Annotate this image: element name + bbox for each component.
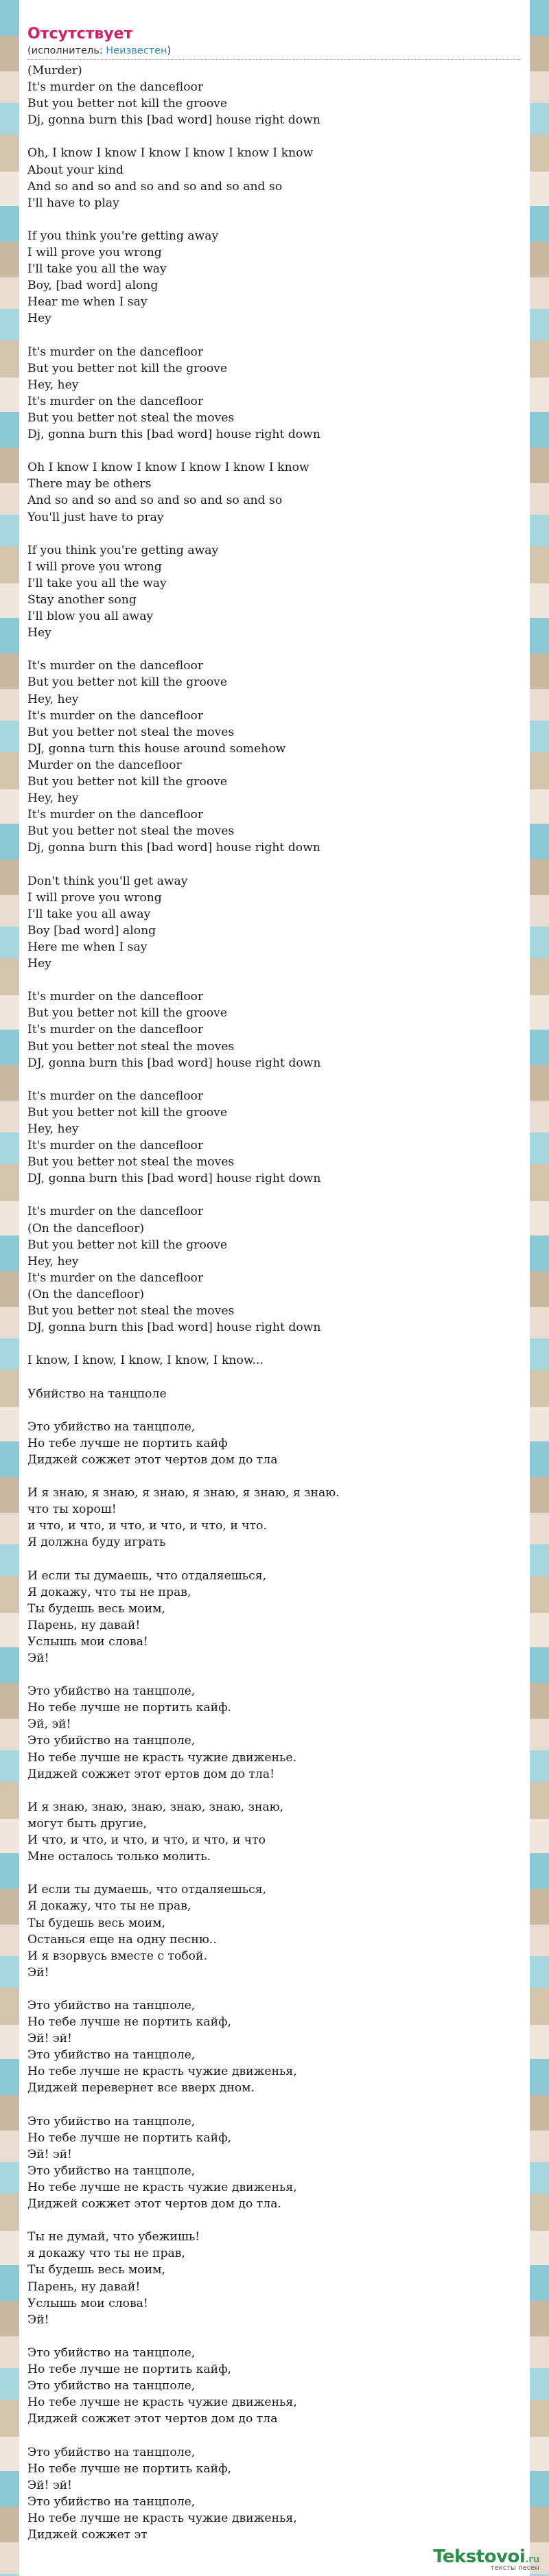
lyrics-line: Это убийство на танцполе, xyxy=(27,2379,196,2393)
lyrics-line: I know, I know, I know, I know, I know... xyxy=(27,1354,264,1368)
artist-link[interactable]: Неизвестен xyxy=(106,45,167,56)
lyrics-line: DJ, gonna burn this [bad word] house right down xyxy=(27,1056,321,1070)
lyrics-line: Эй! эй! xyxy=(27,2032,72,2046)
lyrics-line: И я знаю, знаю, знаю, знаю, знаю, знаю, xyxy=(27,1800,284,1814)
lyrics-line: I'll blow you all away xyxy=(27,610,154,624)
lyrics-line: Это убийство на танцполе, xyxy=(27,2345,196,2360)
lyrics-stanza xyxy=(27,2444,522,2544)
lyrics-line: Dj, gonna burn this [bad word] house right down xyxy=(27,841,320,855)
lyrics-line: могут быть другие, xyxy=(27,1816,147,1831)
lyrics-stanza xyxy=(27,2345,522,2427)
lyrics-line: Hey, hey xyxy=(27,692,79,706)
lyrics-line: DJ, gonna turn this house around somehow xyxy=(27,741,286,756)
lyrics-line: Эй! эй! xyxy=(27,2147,72,2161)
lyrics-body xyxy=(27,62,522,2543)
lyrics-line: I'll have to play xyxy=(27,196,119,210)
lyrics-line: It's murder on the dancefloor xyxy=(27,659,204,673)
lyrics-line: (On the dancefloor) xyxy=(27,1221,145,1235)
lyrics-line: Диджей сожжет этот чертов дом до тла xyxy=(27,2412,278,2426)
lyrics-line: Это убийство на танцполе, xyxy=(27,2494,196,2509)
lyrics-line: I will prove you wrong xyxy=(27,246,162,260)
lyrics-line: It's murder on the dancefloor xyxy=(27,1270,204,1285)
lyrics-line: Это убийство на танцполе, xyxy=(27,1684,196,1699)
lyrics-line: Эй! xyxy=(27,1651,49,1665)
lyrics-line: Услышь мои слова! xyxy=(27,1634,148,1649)
lyrics-line: Эй! xyxy=(27,1965,49,1980)
lyrics-line: But you better not kill the groove xyxy=(27,675,228,690)
lyrics-stanza xyxy=(27,1881,522,1981)
lyrics-line: But you better not kill the groove xyxy=(27,1006,228,1021)
lyrics-line: If you think you're getting away xyxy=(27,229,219,243)
lyrics-line: You'll just have to pray xyxy=(27,510,164,524)
lyrics-line: But you better not kill the groove xyxy=(27,97,228,111)
lyrics-line: It's murder on the dancefloor xyxy=(27,808,204,822)
lyrics-card xyxy=(19,0,530,2576)
lyrics-line: I will prove you wrong xyxy=(27,890,162,905)
lyrics-line: I'll take you all the way xyxy=(27,262,167,277)
lyrics-line: Диджей перевернет все вверх дном. xyxy=(27,2081,255,2096)
lyrics-line: It's murder on the dancefloor xyxy=(27,708,204,723)
lyrics-line: Hear me when I say xyxy=(27,295,148,310)
lyrics-line: Oh I know I know I know I know I know I know xyxy=(27,461,309,475)
lyrics-line: Но тебе лучше не красть чужие движенья, xyxy=(27,2395,297,2410)
lyrics-line: Я докажу, что ты не прав, xyxy=(27,1585,191,1599)
lyrics-line: I will prove you wrong xyxy=(27,559,162,574)
lyrics-line: И я взорвусь вместе с тобой. xyxy=(27,1949,207,1963)
lyrics-line: Эй! xyxy=(27,2312,49,2327)
lyrics-line: Ты будешь весь моим, xyxy=(27,1601,165,1616)
lyrics-line: Эй! эй! xyxy=(27,2478,72,2492)
lyrics-stanza xyxy=(27,1203,522,1336)
lyrics-line: Hey xyxy=(27,957,51,971)
lyrics-line: я докажу что ты не прав, xyxy=(27,2247,185,2261)
lyrics-line: Murder on the dancefloor xyxy=(27,758,182,772)
lyrics-stanza xyxy=(27,658,522,856)
lyrics-line: There may be others xyxy=(27,477,152,491)
lyrics-line: Я должна буду играть xyxy=(27,1535,166,1550)
lyrics-line: Мне осталось только молить. xyxy=(27,1850,211,1864)
lyrics-line: Но тебе лучше не портить кайф, xyxy=(27,2363,232,2377)
lyrics-line: It's murder on the dancefloor xyxy=(27,345,204,359)
lyrics-line: But you better not kill the groove xyxy=(27,1238,228,1252)
lyrics-line: Dj, gonna burn this [bad word] house right down xyxy=(27,113,320,128)
lyrics-stanza xyxy=(27,542,522,642)
lyrics-line: But you better not steal the moves xyxy=(27,824,235,839)
lyrics-line: Hey xyxy=(27,626,51,640)
lyrics-line: Boy [bad word] along xyxy=(27,923,156,938)
lyrics-line: Убийство на танцполе xyxy=(27,1386,167,1401)
lyrics-line: И если ты думаешь, что отдаляешься, xyxy=(27,1883,267,1897)
lyrics-line: Hey, hey xyxy=(27,791,79,806)
lyrics-line: It's murder on the dancefloor xyxy=(27,1089,204,1103)
lyrics-stanza xyxy=(27,988,522,1071)
lyrics-line: Stay another song xyxy=(27,593,137,607)
lyrics-line: Это убийство на танцполе, xyxy=(27,2048,196,2063)
lyrics-line: Останься еще на одну песню.. xyxy=(27,1932,217,1947)
lyrics-line: что ты хорош! xyxy=(27,1502,117,1517)
lyrics-line: It's murder on the dancefloor xyxy=(27,394,204,408)
lyrics-stanza xyxy=(27,344,522,443)
lyrics-line: It's murder on the dancefloor xyxy=(27,1023,204,1037)
site-logo[interactable] xyxy=(433,2546,539,2572)
lyrics-line: Но тебе лучше не портить кайф. xyxy=(27,1701,232,1715)
lyrics-line: DJ, gonna burn this [bad word] house right down xyxy=(27,1321,321,1335)
lyrics-line: Dj, gonna burn this [bad word] house right down xyxy=(27,428,320,442)
lyrics-line: But you better not kill the groove xyxy=(27,361,228,375)
lyrics-line: И если ты думаешь, что отдаляешься, xyxy=(27,1568,267,1583)
lyrics-stanza xyxy=(27,1419,522,1468)
lyrics-stanza xyxy=(27,1352,522,1369)
lyrics-line: And so and so and so and so and so and so xyxy=(27,494,283,508)
lyrics-line: Но тебе лучше не красть чужие движенья, xyxy=(27,2511,297,2525)
lyrics-line: But you better not steal the moves xyxy=(27,1039,235,1054)
lyrics-line: Это убийство на танцполе, xyxy=(27,2114,196,2128)
lyrics-line: About your kind xyxy=(27,163,124,177)
lyrics-line: Boy, [bad word] along xyxy=(27,279,159,293)
lyrics-line: But you better not steal the moves xyxy=(27,1155,235,1170)
lyrics-stanza xyxy=(27,1568,522,1667)
lyrics-stanza xyxy=(27,62,522,128)
lyrics-line: Это убийство на танцполе, xyxy=(27,1734,196,1748)
lyrics-line: Но тебе лучше не красть чужие движенья, xyxy=(27,2181,297,2194)
lyrics-stanza xyxy=(27,2229,522,2328)
lyrics-line: Ты не думай, что убежишь! xyxy=(27,2230,200,2244)
artist-suffix: ) xyxy=(167,45,172,56)
lyrics-line: Диджей сожжет этот чертов дом до тла. xyxy=(27,2197,281,2212)
lyrics-line: Oh, I know I know I know I know I know I know xyxy=(27,146,314,161)
lyrics-line: Услышь мои слова! xyxy=(27,2296,148,2310)
logo-tagline: тексты песен xyxy=(490,2564,539,2572)
lyrics-line: Но тебе лучше не портить кайф, xyxy=(27,2461,232,2476)
lyrics-line: Ты будешь весь моим, xyxy=(27,1916,165,1930)
artist-prefix: (исполнитель: xyxy=(27,45,106,56)
lyrics-line: Но тебе лучше не красть чужие движенье. xyxy=(27,1750,297,1765)
lyrics-line: Hey, hey xyxy=(27,378,79,392)
lyrics-line: It's murder on the dancefloor xyxy=(27,990,204,1004)
lyrics-line: Диджей сожжет этот ертов дом до тла! xyxy=(27,1767,275,1781)
lyrics-line: Это убийство на танцполе, xyxy=(27,1998,196,2012)
logo-brand-name: Tekstovoi xyxy=(433,2546,526,2567)
lyrics-line: I'll take you all the way xyxy=(27,576,167,590)
lyrics-stanza xyxy=(27,1088,522,1187)
lyrics-stanza xyxy=(27,145,522,211)
lyrics-stanza xyxy=(27,459,522,525)
lyrics-stanza xyxy=(27,1386,522,1402)
lyrics-line: DJ, gonna burn this [bad word] house right down xyxy=(27,1172,321,1186)
lyrics-line: и что, и что, и что, и что, и что, и что. xyxy=(27,1519,267,1533)
lyrics-line: It's murder on the dancefloor xyxy=(27,1205,204,1219)
lyrics-line: И что, и что, и что, и что, и что, и что xyxy=(27,1833,266,1848)
lyrics-line: Но тебе лучше не красть чужие движенья, xyxy=(27,2065,297,2079)
logo-brand-suffix: .ru xyxy=(525,2554,539,2565)
lyrics-line: Это убийство на танцполе, xyxy=(27,2163,196,2178)
lyrics-line: Диджей сожжет эт xyxy=(27,2527,148,2542)
lyrics-line: It's murder on the dancefloor xyxy=(27,80,204,95)
lyrics-line: Но тебе лучше не портить кайф, xyxy=(27,2015,232,2030)
lyrics-line: It's murder on the dancefloor xyxy=(27,1139,204,1153)
lyrics-line: И я знаю, я знаю, я знаю, я знаю, я знаю, я знаю. xyxy=(27,1486,340,1500)
lyrics-line: But you better not kill the groove xyxy=(27,775,228,789)
lyrics-line: Я докажу, что ты не прав, xyxy=(27,1899,191,1914)
lyrics-line: Here me when I say xyxy=(27,940,148,954)
lyrics-stanza xyxy=(27,873,522,973)
lyrics-line: But you better not kill the groove xyxy=(27,1105,228,1119)
lyrics-line: Но тебе лучше не портить кайф xyxy=(27,1436,228,1450)
lyrics-stanza xyxy=(27,1485,522,1551)
lyrics-line: Ты будешь весь моим, xyxy=(27,2263,165,2277)
lyrics-line: Hey xyxy=(27,312,51,326)
lyrics-line: Эй, эй! xyxy=(27,1717,71,1732)
lyrics-line: Hey, hey xyxy=(27,1122,79,1136)
lyrics-line: But you better not steal the moves xyxy=(27,1304,235,1319)
lyrics-line: Это убийство на танцполе, xyxy=(27,2445,196,2459)
song-title: Отсутствует xyxy=(27,25,133,43)
lyrics-stanza xyxy=(27,2113,522,2213)
lyrics-line: Hey, hey xyxy=(27,1254,79,1268)
lyrics-stanza xyxy=(27,1799,522,1865)
lyrics-stanza xyxy=(27,1997,522,2097)
lyrics-line: Это убийство на танцполе, xyxy=(27,1419,196,1434)
lyrics-line: Диджей сожжет этот чертов дом до тла xyxy=(27,1452,278,1467)
lyrics-line: But you better not steal the moves xyxy=(27,725,235,739)
lyrics-line: But you better not steal the moves xyxy=(27,410,235,425)
lyrics-line: And so and so and so and so and so and so xyxy=(27,179,283,194)
lyrics-stanza xyxy=(27,228,522,327)
artist-line xyxy=(27,44,522,60)
lyrics-line: (Murder) xyxy=(27,64,82,78)
lyrics-line: I'll take you all away xyxy=(27,907,151,921)
lyrics-line: (On the dancefloor) xyxy=(27,1287,145,1301)
lyrics-line: Но тебе лучше не портить кайф, xyxy=(27,2131,232,2145)
lyrics-line: Парень, ну давай! xyxy=(27,2279,141,2294)
lyrics-line: If you think you're getting away xyxy=(27,543,219,557)
lyrics-line: Парень, ну давай! xyxy=(27,1618,141,1632)
lyrics-stanza xyxy=(27,1683,522,1783)
lyrics-line: Don't think you'll get away xyxy=(27,874,188,888)
